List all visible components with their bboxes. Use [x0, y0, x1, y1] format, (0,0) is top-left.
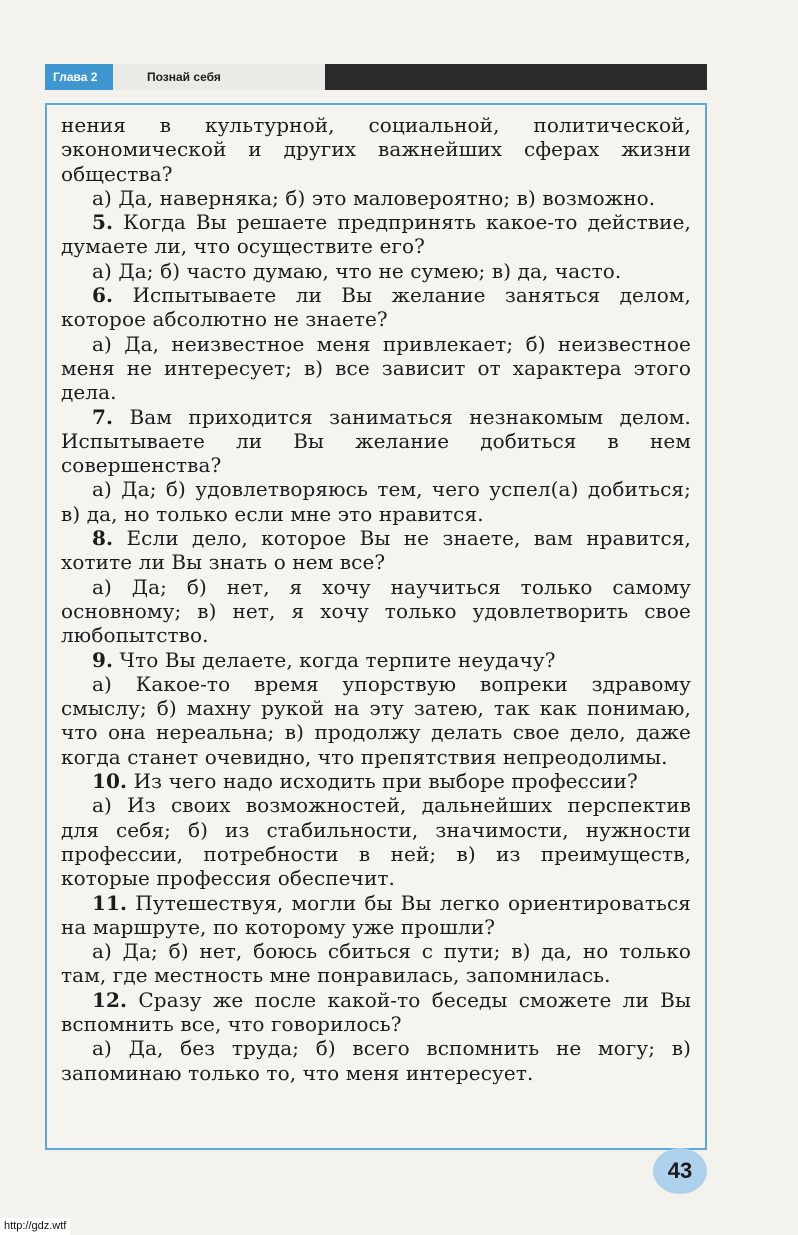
watermark-link[interactable]: http://gdz.wtf	[0, 1218, 70, 1235]
question-number: 10.	[92, 769, 128, 794]
question-text: Когда Вы решаете предпринять какое-то действие, думаете ли, что осуществите его?	[61, 210, 691, 259]
question-12	[61, 988, 691, 1037]
question-text: Вам приходится заниматься незнакомым делом. Испытываете ли Вы желание добиться в нем совершенства?	[61, 404, 691, 478]
answer-options-12: а) Да, без труда; б) всего вспомнить не могу; в) запоминаю только то, что меня интересует.	[61, 1036, 691, 1085]
answer-options-9: а) Какое-то время упорствую вопреки здравому смыслу; б) махну рукой на эту затею, так как понимаю, что она нереальна; в) продолжу делать свое дело, даже когда станет очевидно, что препятствия непреодолимы.	[61, 671, 691, 769]
question-number: 5.	[92, 210, 114, 235]
answer-options-11: а) Да; б) нет, боюсь сбиться с пути; в) да, но только там, где местность мне понравилась, запомнилась.	[61, 939, 691, 988]
question-number: 8.	[92, 526, 114, 551]
answer-options-6: а) Да, неизвестное меня привлекает; б) неизвестное меня не интересует; в) все зависит от характера этого дела.	[61, 331, 691, 405]
question-number: 7.	[92, 404, 114, 429]
question-number: 11.	[92, 890, 128, 915]
question-text: Если дело, которое Вы не знаете, вам нравится, хотите ли Вы знать о нем все?	[61, 526, 691, 575]
chapter-header-bar	[45, 64, 707, 90]
question-text: Путешествуя, могли бы Вы легко ориентироваться на маршруте, по которому уже прошли?	[61, 890, 691, 939]
question-text: Испытываете ли Вы желание заняться делом, которое абсолютно не знаете?	[61, 283, 691, 332]
answer-options-7: а) Да; б) удовлетворяюсь тем, чего успел(а) добиться; в) да, но только если мне это нравится.	[61, 477, 691, 526]
question-text: Сразу же после какой-то беседы сможете ли Вы вспомнить все, что говорилось?	[61, 987, 691, 1036]
question-number: 6.	[92, 283, 114, 308]
chapter-label: Глава 2	[45, 64, 113, 90]
question-4-continuation: нения в культурной, социальной, политической, экономической и других важнейших сферах жизни общества?	[61, 113, 691, 186]
question-6	[61, 283, 691, 332]
answer-options-10: а) Из своих возможностей, дальнейших перспектив для себя; б) из стабильности, значимости, нужности профессии, потребности в ней; в) из преимуществ, которые профессия обеспечит.	[61, 793, 691, 891]
answer-options-5: а) Да; б) часто думаю, что не сумею; в) да, часто.	[92, 258, 622, 283]
question-number: 9.	[92, 647, 114, 672]
question-10	[61, 769, 691, 793]
question-9	[61, 648, 691, 672]
answer-options-4: а) Да, наверняка; б) это маловероятно; в) возможно.	[92, 185, 656, 210]
question-7	[61, 405, 691, 478]
question-11	[61, 891, 691, 940]
page-number-badge: 43	[653, 1148, 707, 1194]
section-title: Познай себя	[113, 64, 325, 90]
questionnaire-text	[61, 113, 691, 1085]
answer-options-8: а) Да; б) нет, я хочу научиться только самому основному; в) нет, я хочу только удовлетворить свое любопытство.	[61, 574, 691, 648]
question-text: Что Вы делаете, когда терпите неудачу?	[113, 647, 556, 672]
question-text: Из чего надо исходить при выборе профессии?	[127, 769, 638, 794]
question-8	[61, 526, 691, 575]
question-number: 12.	[92, 987, 128, 1012]
question-5	[61, 210, 691, 259]
